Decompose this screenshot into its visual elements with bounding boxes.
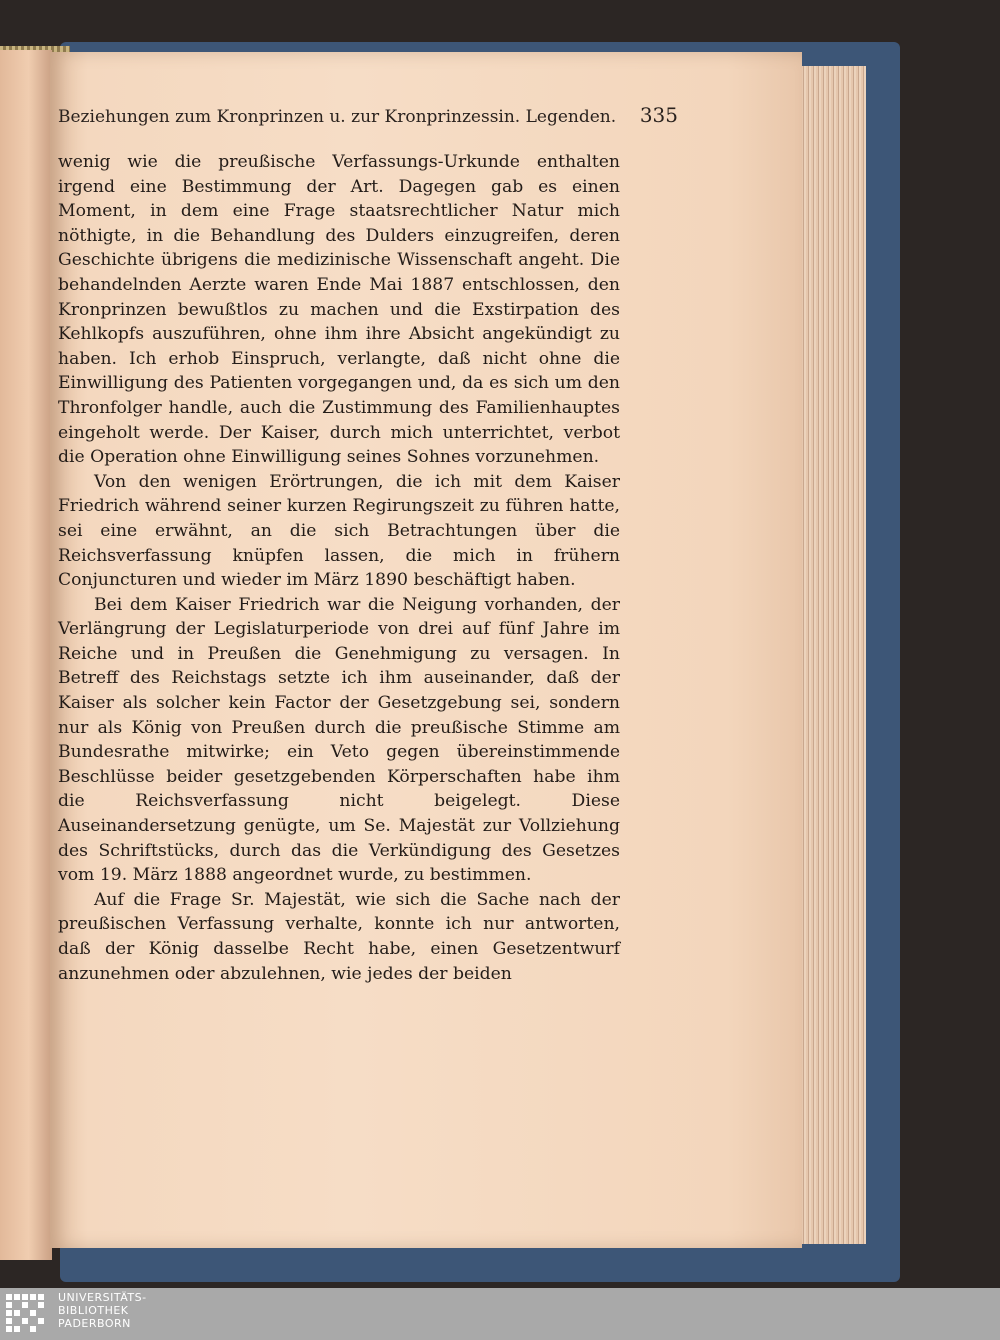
left-page-sliver xyxy=(0,50,52,1260)
library-name-line-1: UNIVERSITÄTS- xyxy=(58,1291,147,1304)
library-footer-bar xyxy=(0,1288,1000,1340)
running-head-title: Beziehungen zum Kronprinzen u. zur Kronprinzessin. Legenden. xyxy=(58,107,617,127)
library-logo-icon xyxy=(4,1292,48,1338)
paragraph-4: Auf die Frage Sr. Majestät, wie sich die Sache nach der preußischen Verfassung verhalte, konnte ich nur antworten, daß der König dasselbe Recht habe, einen Gesetzentwurf anzunehmen oder abzulehnen, wie jedes der beiden xyxy=(58,889,620,984)
paragraph-2: Von den wenigen Erörtrungen, die ich mit dem Kaiser Friedrich während seiner kurzen Regirungszeit zu führen hatte, sei eine erwähnt, an die sich Betrachtungen über die Reichsverfassung knüpfen lassen, die mich in frühern Conjuncturen und wieder im März 1890 beschäftigt haben. xyxy=(58,471,620,591)
library-name xyxy=(58,1291,147,1330)
library-name-line-3: PADERBORN xyxy=(58,1317,131,1330)
running-head xyxy=(58,103,678,133)
paragraph-3: Bei dem Kaiser Friedrich war die Neigung vorhanden, der Verlängrung der Legislaturperiode von drei auf fünf Jahre im Reiche und in Preußen die Genehmigung zu versagen. In Betreff des Reichstags setzte ich ihm auseinander, daß der Kaiser als solcher kein Factor der Gesetzgebung sei, sondern nur als König von Preußen durch die preußische Stimme am Bundesrathe mitwirke; ein Veto gegen übereinstimmende Beschlüsse beider gesetzgebenden Körperschaften habe ihm die Reichsverfassung nicht beigelegt. Diese Auseinandersetzung genügte, um Se. Majestät zur Vollziehung des Schriftstücks, durch das die Verkündigung des Gesetzes vom 19. März 1888 angeordnet wurde, zu bestimmen. xyxy=(58,594,620,886)
body-text xyxy=(58,150,620,986)
page-number: 335 xyxy=(639,103,678,127)
library-name-line-2: BIBLIOTHEK xyxy=(58,1304,129,1317)
paragraph-1: wenig wie die preußische Verfassungs-Urkunde enthalten irgend eine Bestimmung der Art. Dagegen gab es einen Moment, in dem eine Frage staatsrechtlicher Natur mich nöthigte, in die Behandlung des Dulders einzugreifen, deren Geschichte übrigens die medizinische Wissenschaft angeht. Die behandelnden Aerzte waren Ende Mai 1887 entschlossen, den Kronprinzen bewußtlos zu machen und die Exstirpation des Kehlkopfs auszuführen, ohne ihm ihre Absicht angekündigt zu haben. Ich erhob Einspruch, verlangte, daß nicht ohne die Einwilligung des Patienten vorgegangen und, da es sich um den Thronfolger handle, auch die Zustimmung des Familienhauptes eingeholt werde. Der Kaiser, durch mich unterrichtet, verbot die Operation ohne Einwilligung seines Sohnes vorzunehmen. xyxy=(58,152,620,468)
